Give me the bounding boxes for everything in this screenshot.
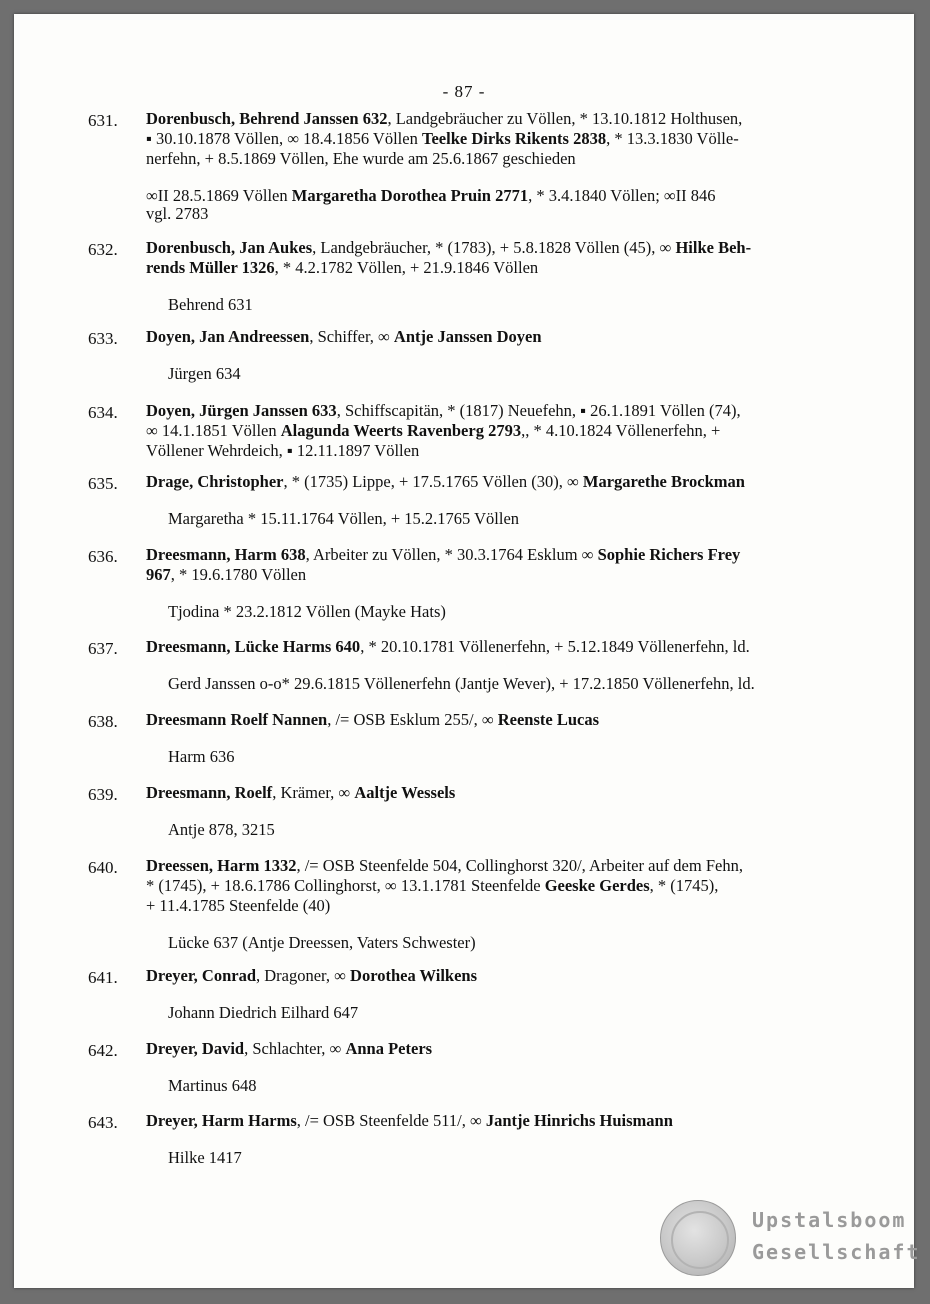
entry-line — [146, 258, 861, 278]
entry-line — [146, 565, 861, 585]
entry-number: 639. — [88, 785, 118, 804]
entry-number: 640. — [88, 858, 118, 877]
entry-text: , Krämer, ∞ — [272, 783, 355, 802]
entry-child-line — [168, 364, 241, 384]
page-number: - 87 - — [442, 82, 486, 101]
entry-text: ,, * 4.10.1824 Völlenerfehn, + — [521, 421, 721, 440]
watermark-line1: Upstalsboom — [752, 1208, 907, 1232]
entry-line — [146, 327, 861, 347]
entry-text: , /= OSB Steenfelde 511/, ∞ — [296, 1111, 486, 1130]
entry-text: vgl. 2783 — [146, 204, 209, 223]
person-name: Anna Peters — [345, 1039, 433, 1058]
entry-text: Martinus 648 — [168, 1076, 257, 1095]
entry-text: Tjodina * 23.2.1812 Völlen (Mayke Hats) — [168, 602, 446, 621]
entry-number: 637. — [88, 639, 118, 658]
entry-child-line — [168, 509, 519, 529]
entry-line — [146, 238, 861, 258]
entry-text: Johann Diedrich Eilhard 647 — [168, 1003, 359, 1022]
entry-child-line — [168, 1003, 358, 1023]
entry-text: + 11.4.1785 Steenfelde (40) — [146, 896, 331, 915]
entry-text: , /= OSB Esklum 255/, ∞ — [327, 710, 498, 729]
entry-text: nerfehn, + 8.5.1869 Völlen, Ehe wurde am 25.6.1867 geschieden — [146, 149, 576, 168]
person-name: Sophie Richers Frey — [597, 545, 741, 564]
entry-text: , * 4.2.1782 Völlen, + 21.9.1846 Völlen — [274, 258, 539, 277]
entry-child-line — [168, 674, 755, 694]
entry-text: Völlener Wehrdeich, ▪ 12.11.1897 Völlen — [146, 441, 420, 460]
entry-line — [146, 783, 861, 803]
entry-text: , Arbeiter zu Völlen, * 30.3.1764 Esklum ∞ — [305, 545, 598, 564]
entry-line — [146, 856, 861, 876]
entry-text: * (1745), + 18.6.1786 Collinghorst, ∞ 13.1.1781 Steenfelde — [146, 876, 545, 895]
entry-text: Gerd Janssen o-o* 29.6.1815 Völlenerfehn (Jantje Wever), + 17.2.1850 Völlenerfehn, ld. — [168, 674, 755, 693]
entry-text: Hilke 1417 — [168, 1148, 242, 1167]
entry-line — [146, 109, 861, 129]
entry-child-line — [168, 602, 446, 622]
entry-line — [146, 129, 861, 149]
entry-child-line — [146, 204, 208, 224]
document-page — [14, 14, 921, 1288]
seal-icon — [660, 1200, 736, 1276]
entry-line — [146, 149, 861, 169]
person-name: 967 — [146, 565, 171, 584]
entry-child-line — [146, 186, 716, 206]
person-name: Margarethe Brockman — [582, 472, 745, 491]
person-name: Jantje Hinrichs Huismann — [485, 1111, 673, 1130]
entry-text: , Schlachter, ∞ — [244, 1039, 346, 1058]
person-name: Margaretha Dorothea Pruin 2771 — [291, 186, 529, 205]
entry-number: 633. — [88, 329, 118, 348]
entry-text: Behrend 631 — [168, 295, 253, 314]
entry-child-line — [168, 295, 253, 315]
entry-text: ∞ 14.1.1851 Völlen — [146, 421, 281, 440]
person-name: Drage, Christopher — [146, 472, 284, 491]
entry-number: 642. — [88, 1041, 118, 1060]
entry-number: 634. — [88, 403, 118, 422]
entry-number: 641. — [88, 968, 118, 987]
watermark — [660, 1200, 921, 1276]
entry-line — [146, 441, 861, 461]
person-name: Reenste Lucas — [497, 710, 599, 729]
entry-number: 631. — [88, 111, 118, 130]
entry-text: , * (1745), — [649, 876, 719, 895]
entry-number: 636. — [88, 547, 118, 566]
entry-line — [146, 876, 861, 896]
person-name: Dreyer, Harm Harms — [146, 1111, 297, 1130]
entry-line — [146, 966, 861, 986]
entry-child-line — [168, 933, 476, 953]
entry-number: 635. — [88, 474, 118, 493]
entry-line — [146, 472, 861, 492]
entry-text: ▪ 30.10.1878 Völlen, ∞ 18.4.1856 Völlen — [146, 129, 422, 148]
entry-text: , Landgebräucher, * (1783), + 5.8.1828 Völlen (45), ∞ — [312, 238, 676, 257]
entry-text: , Landgebräucher zu Völlen, * 13.10.1812 Holthusen, — [387, 109, 743, 128]
entry-text: Harm 636 — [168, 747, 235, 766]
entry-line — [146, 545, 861, 565]
person-name: Antje Janssen Doyen — [393, 327, 542, 346]
entry-line — [146, 896, 861, 916]
entry-text: Lücke 637 (Antje Dreessen, Vaters Schwester) — [168, 933, 476, 952]
person-name: Aaltje Wessels — [354, 783, 456, 802]
entry-number: 643. — [88, 1113, 118, 1132]
entry-text: ∞II 28.5.1869 Völlen — [146, 186, 292, 205]
entry-text: , Dragoner, ∞ — [256, 966, 351, 985]
entry-line — [146, 1111, 861, 1131]
entry-line — [146, 421, 861, 441]
entry-text: Antje 878, 3215 — [168, 820, 275, 839]
entry-text: , * (1735) Lippe, + 17.5.1765 Völlen (30), ∞ — [283, 472, 583, 491]
entry-text: , Schiffer, ∞ — [309, 327, 394, 346]
person-name: Dreessen, Harm 1332 — [146, 856, 297, 875]
person-name: Doyen, Jürgen Janssen 633 — [146, 401, 337, 420]
person-name: Hilke Beh- — [675, 238, 752, 257]
person-name: Alagunda Weerts Ravenberg 2793 — [280, 421, 522, 440]
person-name: Dreesmann, Roelf — [146, 783, 273, 802]
entry-text: , Schiffscapitän, * (1817) Neuefehn, ▪ 26.1.1891 Völlen (74), — [336, 401, 741, 420]
person-name: rends Müller 1326 — [146, 258, 275, 277]
entry-text: , * 3.4.1840 Völlen; ∞II 846 — [528, 186, 716, 205]
entry-line — [146, 710, 861, 730]
entry-number: 632. — [88, 240, 118, 259]
person-name: Geeske Gerdes — [544, 876, 650, 895]
entry-line — [146, 637, 861, 657]
entry-child-line — [168, 747, 234, 767]
person-name: Dreesmann, Lücke Harms 640 — [146, 637, 361, 656]
person-name: Teelke Dirks Rikents 2838 — [421, 129, 607, 148]
person-name: Dorothea Wilkens — [350, 966, 478, 985]
entry-text: Margaretha * 15.11.1764 Völlen, + 15.2.1765 Völlen — [168, 509, 520, 528]
person-name: Doyen, Jan Andreessen — [146, 327, 310, 346]
entry-text: Jürgen 634 — [168, 364, 241, 383]
entry-text: , /= OSB Steenfelde 504, Collinghorst 320/, Arbeiter auf dem Fehn, — [296, 856, 743, 875]
person-name: Dreesmann Roelf Nannen — [146, 710, 328, 729]
person-name: Dreyer, Conrad — [146, 966, 256, 985]
entry-text: , * 20.10.1781 Völlenerfehn, + 5.12.1849 Völlenerfehn, ld. — [360, 637, 750, 656]
entry-line — [146, 401, 861, 421]
person-name: Dorenbusch, Jan Aukes — [146, 238, 313, 257]
entry-text: , * 19.6.1780 Völlen — [170, 565, 307, 584]
person-name: Dreyer, David — [146, 1039, 245, 1058]
entry-line — [146, 1039, 861, 1059]
person-name: Dorenbusch, Behrend Janssen 632 — [146, 109, 388, 128]
entry-child-line — [168, 820, 275, 840]
entry-number: 638. — [88, 712, 118, 731]
person-name: Dreesmann, Harm 638 — [146, 545, 306, 564]
entry-text: , * 13.3.1830 Völle- — [606, 129, 739, 148]
watermark-line2: Gesellschaft — [752, 1240, 921, 1264]
entry-child-line — [168, 1076, 256, 1096]
entry-child-line — [168, 1148, 242, 1168]
